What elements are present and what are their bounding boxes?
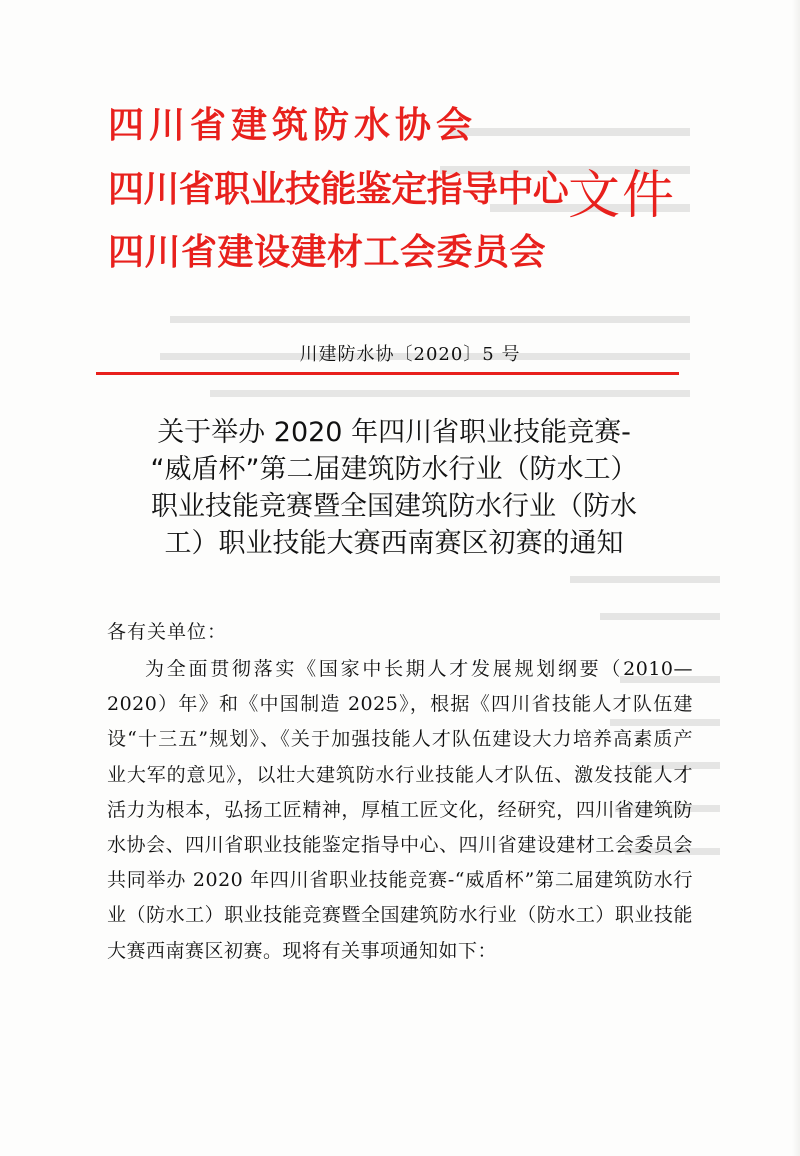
issuing-org-3: 四川省建设建材工会委员会 bbox=[108, 232, 547, 273]
notice-title bbox=[104, 414, 684, 562]
title-line-4: 工）职业技能大赛西南赛区初赛的通知 bbox=[164, 528, 624, 559]
page-edge-shadow bbox=[792, 0, 800, 1156]
title-line-2: “威盾杯”第二届建筑防水行业（防水工） bbox=[150, 454, 638, 485]
title-line-1: 关于举办 2020 年四川省职业技能竞赛- bbox=[157, 417, 631, 448]
header-divider bbox=[96, 372, 679, 375]
addressee: 各有关单位： bbox=[107, 621, 228, 643]
title-line-3: 职业技能竞赛暨全国建筑防水行业（防水 bbox=[151, 491, 637, 522]
document-type-label: 文件 bbox=[568, 166, 677, 226]
document-number: 川建防水协〔2020〕5 号 bbox=[299, 344, 521, 365]
issuing-org-2: 四川省职业技能鉴定指导中心 bbox=[108, 169, 569, 210]
issuing-org-1: 四川省建筑防水协会 bbox=[108, 105, 478, 146]
bleed-through-texture-3 bbox=[560, 560, 720, 640]
body-paragraph: 为全面贯彻落实《国家中长期人才发展规划纲要（2010—2020）年》和《中国制造 2025》，根据《四川省技能人才队伍建设“十三五”规划》、《关于加强技能人才队伍建设大力培养高素质产业大军的意见》，以壮大建筑防水行业技能人才队伍、激发技能人才活力为根本，弘扬工匠精神，厚植工匠文化，经研究，四川省建筑防水协会、四川省职业技能鉴定指导中心、四川省建设建材工会委员会共同举办 2020 年四川省职业技能竞赛-“威盾杯”第二届建筑防水行业（防水工）职业技能竞赛暨全国建筑防水行业（防水工）职业技能大赛西南赛区初赛。现将有关事项通知如下： bbox=[107, 658, 693, 962]
